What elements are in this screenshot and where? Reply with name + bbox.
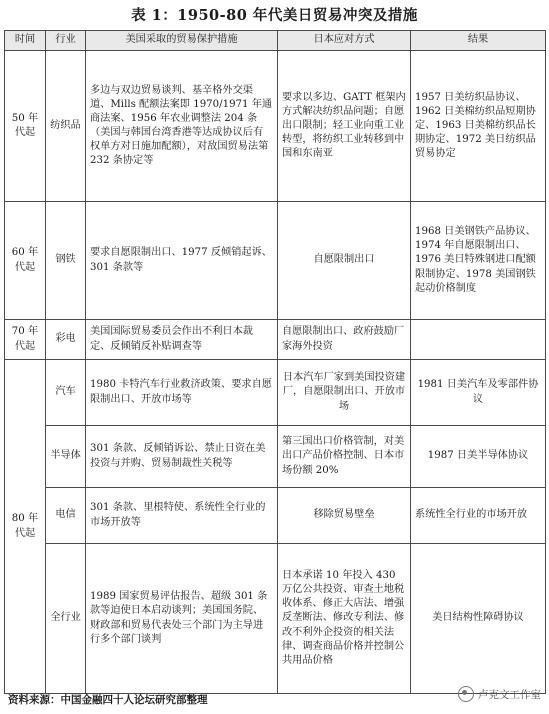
japan-response-cell: 第三国出口价格管制，对美出口产品价格控制、日本市场份额 20%: [278, 426, 411, 488]
result-cell: 1981 日美汽车及零部件协议: [411, 360, 546, 426]
result-cell: 1957 日美纺织品协议、1962 日美棉纺织品短期协定、1963 日美棉纺织品长期协定、1972 美日纺织品贸易协定: [411, 51, 546, 202]
industry-cell: 全行业: [46, 544, 86, 694]
table-title: 表 1：1950-80 年代美日贸易冲突及措施: [131, 7, 418, 24]
industry-cell: 电信: [46, 488, 86, 544]
trade-conflict-table: [4, 30, 546, 694]
table-row: [5, 544, 546, 694]
us-measures-cell: 301 条款、里根特使、系统性全行业的市场开放等: [86, 488, 278, 544]
col-header-industry: 行业: [46, 31, 86, 51]
era-cell: 80 年代起: [5, 360, 46, 694]
result-cell: 1968 日美钢铁产品协议、1974 年自愿限制出口、1976 美日特殊钢进口配额限制协定、1978 美国钢铁起动价格制度: [411, 202, 546, 320]
industry-cell: 纺织品: [46, 51, 86, 202]
japan-response-cell: 日本汽车厂家到美国投资建厂，自愿限制出口、开放市场: [278, 360, 411, 426]
era-cell: 50 年代起: [5, 51, 46, 202]
japan-response-cell: 自愿限制出口、政府鼓励厂家海外投资: [278, 320, 411, 360]
col-header-time: 时间: [5, 31, 46, 51]
industry-cell: 彩电: [46, 320, 86, 360]
watermark: [458, 686, 541, 702]
result-cell: 美日结构性障碍协议: [411, 544, 546, 694]
result-cell: 系统性全行业的市场开放: [411, 488, 546, 544]
us-measures-cell: 美国国际贸易委员会作出不利日本裁定、反倾销反补贴调查等: [86, 320, 278, 360]
industry-cell: 钢铁: [46, 202, 86, 320]
us-measures-cell: 多边与双边贸易谈判、基辛格外交渠道、Mills 配额法案即 1970/1971 年通商法案、1956 年农业调整法 204 条（美国与韩国台湾香港等达成协议后有权单方对日施加配额），对敌国贸易法第 232 条协定等: [86, 51, 278, 202]
japan-response-cell: 要求以多边、GATT 框架内方式解决纺织品问题；自愿出口限制；轻工业向重工业转型，将纺织工业转移到中国和东南亚: [278, 51, 411, 202]
us-measures-cell: 1989 国家贸易评估报告、超级 301 条款等迫使日本启动谈判；美国国务院、财政部和贸易代表处三个部门为主导进行多个部门谈判: [86, 544, 278, 694]
col-header-result: 结果: [411, 31, 546, 51]
table-row: [5, 488, 546, 544]
era-cell: 70 年代起: [5, 320, 46, 360]
table-row: [5, 202, 546, 320]
us-measures-cell: 301 条款、反倾销诉讼、禁止日资在美投资与并购、贸易制裁性关税等: [86, 426, 278, 488]
industry-cell: 汽车: [46, 360, 86, 426]
col-header-japan-response: 日本应对方式: [278, 31, 411, 51]
us-measures-cell: 要求自愿限制出口、1977 反倾销起诉、301 条款等: [86, 202, 278, 320]
us-measures-cell: 1980 卡特汽车行业救济政策、要求自愿限制出口、开放市场等: [86, 360, 278, 426]
table-row: [5, 51, 546, 202]
table-row: [5, 360, 546, 426]
japan-response-cell: 自愿限制出口: [278, 202, 411, 320]
era-cell: 60 年代起: [5, 202, 46, 320]
col-header-us-measures: 美国采取的贸易保护措施: [86, 31, 278, 51]
table-row: [5, 320, 546, 360]
industry-cell: 半导体: [46, 426, 86, 488]
wechat-icon: [458, 686, 474, 702]
result-cell: 1987 日美半导体协议: [411, 426, 546, 488]
watermark-text: 卢克文工作室: [478, 688, 541, 701]
table-row: [5, 426, 546, 488]
japan-response-cell: 移除贸易壁垒: [278, 488, 411, 544]
result-cell: [411, 320, 546, 360]
table-header-row: [5, 31, 546, 51]
source-note: 资料来源：中国金融四十人论坛研究部整理: [8, 694, 208, 706]
japan-response-cell: 日本承诺 10 年投入 430 万亿公共投资、审查土地税收体系、修正大店法、增强反垄断法、修改专利法、修改不利外企投资的相关法律、调查商品价格并控制公共用品价格: [278, 544, 411, 694]
